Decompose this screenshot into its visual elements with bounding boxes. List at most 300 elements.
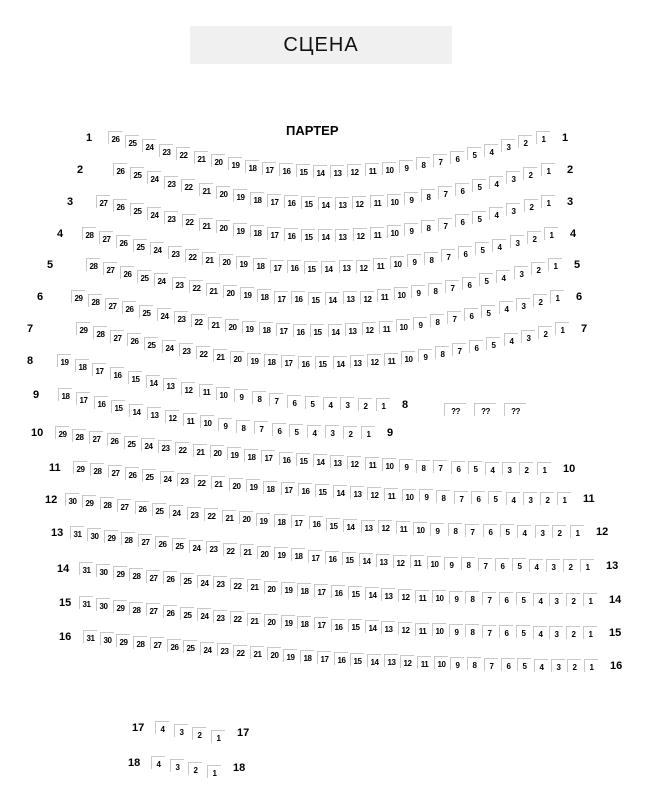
seat[interactable]: 6 xyxy=(501,658,515,671)
seat[interactable]: 1 xyxy=(211,730,225,743)
seat[interactable]: 9 xyxy=(404,223,418,236)
seat[interactable]: 13 xyxy=(163,378,177,391)
seat[interactable]: 10 xyxy=(434,656,448,669)
seat[interactable]: 5 xyxy=(289,424,303,437)
seat[interactable]: 28 xyxy=(86,258,100,271)
seat[interactable]: 22 xyxy=(223,543,237,556)
seat[interactable]: 20 xyxy=(264,581,278,594)
seat[interactable]: 11 xyxy=(410,555,424,568)
seat[interactable]: 19 xyxy=(233,189,247,202)
seat[interactable]: 21 xyxy=(199,183,213,196)
seat[interactable]: 13 xyxy=(330,455,344,468)
seat[interactable]: 6 xyxy=(464,308,478,321)
seat[interactable]: 6 xyxy=(483,524,497,537)
seat[interactable]: 12 xyxy=(367,354,381,367)
seat[interactable]: 27 xyxy=(96,195,110,208)
seat[interactable]: 4 xyxy=(492,239,506,252)
unknown-seat[interactable]: ?? xyxy=(474,403,496,416)
seat[interactable]: 28 xyxy=(129,602,143,615)
seat[interactable]: 7 xyxy=(482,592,496,605)
seat[interactable]: 5 xyxy=(481,305,495,318)
seat[interactable]: 19 xyxy=(283,649,297,662)
seat[interactable]: 20 xyxy=(257,546,271,559)
seat[interactable]: 17 xyxy=(314,584,328,597)
seat[interactable]: 14 xyxy=(321,261,335,274)
seat[interactable]: 17 xyxy=(317,651,331,664)
seat[interactable]: 14 xyxy=(325,292,339,305)
seat[interactable]: 9 xyxy=(444,557,458,570)
seat[interactable]: 18 xyxy=(291,548,305,561)
seat[interactable]: 15 xyxy=(296,164,310,177)
seat[interactable]: 8 xyxy=(467,657,481,670)
seat[interactable]: 26 xyxy=(116,235,130,248)
seat[interactable]: 10 xyxy=(387,194,401,207)
seat[interactable]: 2 xyxy=(523,167,537,180)
seat[interactable]: 18 xyxy=(264,354,278,367)
seat[interactable]: 14 xyxy=(318,229,332,242)
seat[interactable]: 2 xyxy=(343,426,357,439)
seat[interactable]: 5 xyxy=(512,558,526,571)
unknown-seat[interactable]: ?? xyxy=(504,403,526,416)
seat[interactable]: 13 xyxy=(343,291,357,304)
seat[interactable]: 26 xyxy=(135,501,149,514)
seat[interactable]: 10 xyxy=(394,287,408,300)
seat[interactable]: 16 xyxy=(298,483,312,496)
seat[interactable]: 6 xyxy=(451,461,465,474)
seat[interactable]: 5 xyxy=(479,273,493,286)
seat[interactable]: 11 xyxy=(370,195,384,208)
seat[interactable]: 5 xyxy=(472,179,486,192)
seat[interactable]: 2 xyxy=(531,262,545,275)
seat[interactable]: 7 xyxy=(269,393,283,406)
seat[interactable]: 27 xyxy=(146,570,160,583)
seat[interactable]: 17 xyxy=(291,515,305,528)
seat[interactable]: 2 xyxy=(188,762,202,775)
seat[interactable]: 2 xyxy=(192,727,206,740)
seat[interactable]: 25 xyxy=(137,270,151,283)
seat[interactable]: 14 xyxy=(313,165,327,178)
seat[interactable]: 2 xyxy=(518,135,532,148)
seat[interactable]: 21 xyxy=(240,544,254,557)
seat[interactable]: 2 xyxy=(552,525,566,538)
seat[interactable]: 4 xyxy=(506,492,520,505)
seat[interactable]: 17 xyxy=(276,323,290,336)
seat[interactable]: 6 xyxy=(287,395,301,408)
seat[interactable]: 10 xyxy=(387,225,401,238)
seat[interactable]: 14 xyxy=(129,404,143,417)
seat[interactable]: 25 xyxy=(124,436,138,449)
seat[interactable]: 25 xyxy=(183,640,197,653)
seat[interactable]: 12 xyxy=(367,487,381,500)
seat[interactable]: 25 xyxy=(125,135,139,148)
seat[interactable]: 17 xyxy=(308,550,322,563)
seat[interactable]: 1 xyxy=(544,227,558,240)
seat[interactable]: 10 xyxy=(216,387,230,400)
seat[interactable]: 18 xyxy=(259,322,273,335)
seat[interactable]: 14 xyxy=(365,587,379,600)
seat[interactable]: 12 xyxy=(400,655,414,668)
seat[interactable]: 19 xyxy=(281,582,295,595)
seat[interactable]: 24 xyxy=(160,471,174,484)
seat[interactable]: 24 xyxy=(147,171,161,184)
seat[interactable]: 16 xyxy=(279,163,293,176)
seat[interactable]: 1 xyxy=(541,163,555,176)
seat[interactable]: 8 xyxy=(465,591,479,604)
seat[interactable]: 20 xyxy=(230,351,244,364)
seat[interactable]: 10 xyxy=(396,319,410,332)
seat[interactable]: 17 xyxy=(262,162,276,175)
seat[interactable]: 21 xyxy=(213,349,227,362)
seat[interactable]: 2 xyxy=(563,559,577,572)
seat[interactable]: 18 xyxy=(58,388,72,401)
seat[interactable]: 15 xyxy=(304,261,318,274)
seat[interactable]: 4 xyxy=(533,626,547,639)
seat[interactable]: 24 xyxy=(197,575,211,588)
seat[interactable]: 27 xyxy=(138,534,152,547)
seat[interactable]: 21 xyxy=(199,218,213,231)
seat[interactable]: 2 xyxy=(358,398,372,411)
seat[interactable]: 3 xyxy=(174,724,188,737)
seat[interactable]: 12 xyxy=(393,555,407,568)
seat[interactable]: 5 xyxy=(467,147,481,160)
seat[interactable]: 4 xyxy=(323,397,337,410)
seat[interactable]: 21 xyxy=(247,613,261,626)
seat[interactable]: 23 xyxy=(168,246,182,259)
seat[interactable]: 15 xyxy=(310,324,324,337)
seat[interactable]: 15 xyxy=(296,453,310,466)
seat[interactable]: 8 xyxy=(436,490,450,503)
seat[interactable]: 16 xyxy=(309,516,323,529)
seat[interactable]: 15 xyxy=(315,356,329,369)
seat[interactable]: 22 xyxy=(233,645,247,658)
seat[interactable]: 7 xyxy=(438,218,452,231)
seat[interactable]: 2 xyxy=(519,462,533,475)
seat[interactable]: 27 xyxy=(103,262,117,275)
seat[interactable]: 24 xyxy=(142,139,156,152)
seat[interactable]: 23 xyxy=(164,211,178,224)
seat[interactable]: 20 xyxy=(216,220,230,233)
seat[interactable]: 2 xyxy=(540,492,554,505)
seat[interactable]: 15 xyxy=(308,292,322,305)
seat[interactable]: 24 xyxy=(141,438,155,451)
seat[interactable]: 3 xyxy=(521,330,535,343)
seat[interactable]: 22 xyxy=(230,611,244,624)
seat[interactable]: 9 xyxy=(407,254,421,267)
seat[interactable]: 18 xyxy=(297,583,311,596)
seat[interactable]: 31 xyxy=(79,562,93,575)
seat[interactable]: 10 xyxy=(432,623,446,636)
seat[interactable]: 8 xyxy=(236,420,250,433)
seat[interactable]: 14 xyxy=(333,485,347,498)
seat[interactable]: 15 xyxy=(342,552,356,565)
seat[interactable]: 8 xyxy=(430,314,444,327)
seat[interactable]: 6 xyxy=(455,214,469,227)
seat[interactable]: 27 xyxy=(105,298,119,311)
seat[interactable]: 16 xyxy=(284,195,298,208)
seat[interactable]: 18 xyxy=(257,289,271,302)
seat[interactable]: 27 xyxy=(150,637,164,650)
seat[interactable]: 30 xyxy=(100,632,114,645)
seat[interactable]: 6 xyxy=(495,558,509,571)
seat[interactable]: 16 xyxy=(287,260,301,273)
seat[interactable]: 16 xyxy=(284,228,298,241)
seat[interactable]: 26 xyxy=(107,433,121,446)
seat[interactable]: 29 xyxy=(71,290,85,303)
seat[interactable]: 1 xyxy=(580,559,594,572)
seat[interactable]: 10 xyxy=(382,458,396,471)
seat[interactable]: 23 xyxy=(159,144,173,157)
seat[interactable]: 7 xyxy=(433,460,447,473)
seat[interactable]: 21 xyxy=(193,444,207,457)
seat[interactable]: 6 xyxy=(499,625,513,638)
seat[interactable]: 23 xyxy=(217,643,231,656)
seat[interactable]: 22 xyxy=(204,508,218,521)
seat[interactable]: 31 xyxy=(70,526,84,539)
seat[interactable]: 25 xyxy=(133,239,147,252)
seat[interactable]: 11 xyxy=(415,590,429,603)
seat[interactable]: 5 xyxy=(500,524,514,537)
seat[interactable]: 11 xyxy=(377,289,391,302)
seat[interactable]: 3 xyxy=(510,235,524,248)
seat[interactable]: 10 xyxy=(390,256,404,269)
seat[interactable]: 9 xyxy=(449,624,463,637)
seat[interactable]: 16 xyxy=(291,291,305,304)
seat[interactable]: 1 xyxy=(207,765,221,778)
unknown-seat[interactable]: ?? xyxy=(444,403,466,416)
seat[interactable]: 2 xyxy=(567,659,581,672)
seat[interactable]: 4 xyxy=(484,144,498,157)
seat[interactable]: 11 xyxy=(199,384,213,397)
seat[interactable]: 30 xyxy=(96,564,110,577)
seat[interactable]: 23 xyxy=(177,473,191,486)
seat[interactable]: 13 xyxy=(381,621,395,634)
seat[interactable]: 6 xyxy=(469,340,483,353)
seat[interactable]: 29 xyxy=(76,322,90,335)
seat[interactable]: 21 xyxy=(194,151,208,164)
seat[interactable]: 13 xyxy=(384,654,398,667)
seat[interactable]: 29 xyxy=(73,461,87,474)
seat[interactable]: 2 xyxy=(524,199,538,212)
seat[interactable]: 5 xyxy=(475,242,489,255)
seat[interactable]: 20 xyxy=(216,186,230,199)
seat[interactable]: 7 xyxy=(478,558,492,571)
seat[interactable]: 8 xyxy=(465,624,479,637)
seat[interactable]: 24 xyxy=(162,340,176,353)
seat[interactable]: 1 xyxy=(361,426,375,439)
seat[interactable]: 11 xyxy=(417,656,431,669)
seat[interactable]: 7 xyxy=(482,625,496,638)
seat[interactable]: 1 xyxy=(584,659,598,672)
seat[interactable]: 7 xyxy=(454,491,468,504)
seat[interactable]: 9 xyxy=(419,489,433,502)
seat[interactable]: 28 xyxy=(133,636,147,649)
seat[interactable]: 3 xyxy=(516,298,530,311)
seat[interactable]: 4 xyxy=(534,659,548,672)
seat[interactable]: 26 xyxy=(113,163,127,176)
seat[interactable]: 27 xyxy=(110,330,124,343)
seat[interactable]: 26 xyxy=(120,266,134,279)
seat[interactable]: 11 xyxy=(370,227,384,240)
seat[interactable]: 7 xyxy=(447,311,461,324)
seat[interactable]: 19 xyxy=(242,321,256,334)
seat[interactable]: 3 xyxy=(549,593,563,606)
seat[interactable]: 16 xyxy=(110,367,124,380)
seat[interactable]: 3 xyxy=(535,525,549,538)
seat[interactable]: 24 xyxy=(150,242,164,255)
seat[interactable]: 13 xyxy=(335,197,349,210)
seat[interactable]: 7 xyxy=(433,154,447,167)
seat[interactable]: 28 xyxy=(82,227,96,240)
seat[interactable]: 4 xyxy=(529,559,543,572)
seat[interactable]: 4 xyxy=(504,333,518,346)
seat[interactable]: 3 xyxy=(549,626,563,639)
seat[interactable]: 5 xyxy=(516,625,530,638)
seat[interactable]: 25 xyxy=(144,337,158,350)
seat[interactable]: 20 xyxy=(223,285,237,298)
seat[interactable]: 7 xyxy=(465,524,479,537)
seat[interactable]: 18 xyxy=(300,650,314,663)
seat[interactable]: 12 xyxy=(398,622,412,635)
seat[interactable]: 14 xyxy=(328,324,342,337)
seat[interactable]: 31 xyxy=(83,630,97,643)
seat[interactable]: 5 xyxy=(488,491,502,504)
seat[interactable]: 9 xyxy=(450,657,464,670)
seat[interactable]: 4 xyxy=(533,593,547,606)
seat[interactable]: 14 xyxy=(343,519,357,532)
seat[interactable]: 26 xyxy=(122,301,136,314)
seat[interactable]: 13 xyxy=(335,229,349,242)
seat[interactable]: 4 xyxy=(489,176,503,189)
seat[interactable]: 7 xyxy=(445,280,459,293)
seat[interactable]: 12 xyxy=(352,196,366,209)
seat[interactable]: 18 xyxy=(274,514,288,527)
seat[interactable]: 6 xyxy=(471,491,485,504)
seat[interactable]: 3 xyxy=(523,492,537,505)
seat[interactable]: 3 xyxy=(325,425,339,438)
seat[interactable]: 16 xyxy=(94,396,108,409)
seat[interactable]: 13 xyxy=(147,407,161,420)
seat[interactable]: 17 xyxy=(270,260,284,273)
seat[interactable]: 17 xyxy=(261,450,275,463)
seat[interactable]: 13 xyxy=(345,323,359,336)
seat[interactable]: 1 xyxy=(583,626,597,639)
seat[interactable]: 16 xyxy=(331,585,345,598)
seat[interactable]: 14 xyxy=(367,654,381,667)
seat[interactable]: 18 xyxy=(250,192,264,205)
seat[interactable]: 12 xyxy=(353,228,367,241)
seat[interactable]: 21 xyxy=(206,283,220,296)
seat[interactable]: 25 xyxy=(139,305,153,318)
seat[interactable]: 4 xyxy=(489,207,503,220)
seat[interactable]: 11 xyxy=(365,457,379,470)
seat[interactable]: 4 xyxy=(517,525,531,538)
seat[interactable]: 22 xyxy=(185,249,199,262)
seat[interactable]: 23 xyxy=(206,541,220,554)
seat[interactable]: 22 xyxy=(189,280,203,293)
seat[interactable]: 29 xyxy=(113,600,127,613)
seat[interactable]: 10 xyxy=(432,590,446,603)
seat[interactable]: 10 xyxy=(200,415,214,428)
seat[interactable]: 17 xyxy=(281,482,295,495)
seat[interactable]: 11 xyxy=(183,413,197,426)
seat[interactable]: 12 xyxy=(347,456,361,469)
seat[interactable]: 14 xyxy=(333,356,347,369)
seat[interactable]: 9 xyxy=(430,523,444,536)
seat[interactable]: 10 xyxy=(401,351,415,364)
seat[interactable]: 5 xyxy=(305,396,319,409)
seat[interactable]: 1 xyxy=(570,525,584,538)
seat[interactable]: 29 xyxy=(82,495,96,508)
seat[interactable]: 11 xyxy=(396,521,410,534)
seat[interactable]: 5 xyxy=(472,211,486,224)
seat[interactable]: 23 xyxy=(164,176,178,189)
seat[interactable]: 22 xyxy=(181,179,195,192)
seat[interactable]: 15 xyxy=(348,619,362,632)
seat[interactable]: 15 xyxy=(301,196,315,209)
seat[interactable]: 19 xyxy=(274,547,288,560)
seat[interactable]: 17 xyxy=(281,355,295,368)
seat[interactable]: 18 xyxy=(75,359,89,372)
seat[interactable]: 1 xyxy=(376,398,390,411)
seat[interactable]: 23 xyxy=(172,277,186,290)
seat[interactable]: 26 xyxy=(167,639,181,652)
seat[interactable]: 17 xyxy=(274,291,288,304)
seat[interactable]: 11 xyxy=(379,321,393,334)
seat[interactable]: 22 xyxy=(191,314,205,327)
seat[interactable]: 16 xyxy=(325,551,339,564)
seat[interactable]: 1 xyxy=(536,131,550,144)
seat[interactable]: 8 xyxy=(421,189,435,202)
seat[interactable]: 29 xyxy=(55,426,69,439)
seat[interactable]: 9 xyxy=(418,349,432,362)
seat[interactable]: 24 xyxy=(189,540,203,553)
seat[interactable]: 19 xyxy=(256,513,270,526)
seat[interactable]: 18 xyxy=(245,160,259,173)
seat[interactable]: 14 xyxy=(318,197,332,210)
seat[interactable]: 23 xyxy=(179,343,193,356)
seat[interactable]: 25 xyxy=(142,469,156,482)
seat[interactable]: 8 xyxy=(416,460,430,473)
seat[interactable]: 1 xyxy=(548,258,562,271)
seat[interactable]: 28 xyxy=(93,326,107,339)
seat[interactable]: 12 xyxy=(181,382,195,395)
seat[interactable]: 9 xyxy=(411,285,425,298)
seat[interactable]: 29 xyxy=(104,530,118,543)
seat[interactable]: 12 xyxy=(356,260,370,273)
seat[interactable]: 12 xyxy=(362,322,376,335)
seat[interactable]: 10 xyxy=(427,556,441,569)
seat[interactable]: 13 xyxy=(350,486,364,499)
seat[interactable]: 7 xyxy=(484,658,498,671)
seat[interactable]: 15 xyxy=(350,653,364,666)
seat[interactable]: 6 xyxy=(455,183,469,196)
seat[interactable]: 1 xyxy=(557,492,571,505)
seat[interactable]: 20 xyxy=(219,254,233,267)
seat[interactable]: 21 xyxy=(208,317,222,330)
seat[interactable]: 10 xyxy=(382,162,396,175)
seat[interactable]: 29 xyxy=(113,566,127,579)
seat[interactable]: 21 xyxy=(222,510,236,523)
seat[interactable]: 21 xyxy=(211,476,225,489)
seat[interactable]: 8 xyxy=(461,557,475,570)
seat[interactable]: 20 xyxy=(267,647,281,660)
seat[interactable]: 3 xyxy=(502,462,516,475)
seat[interactable]: 12 xyxy=(360,291,374,304)
seat[interactable]: 4 xyxy=(151,756,165,769)
seat[interactable]: 17 xyxy=(92,363,106,376)
seat[interactable]: 1 xyxy=(555,322,569,335)
seat[interactable]: 2 xyxy=(538,326,552,339)
